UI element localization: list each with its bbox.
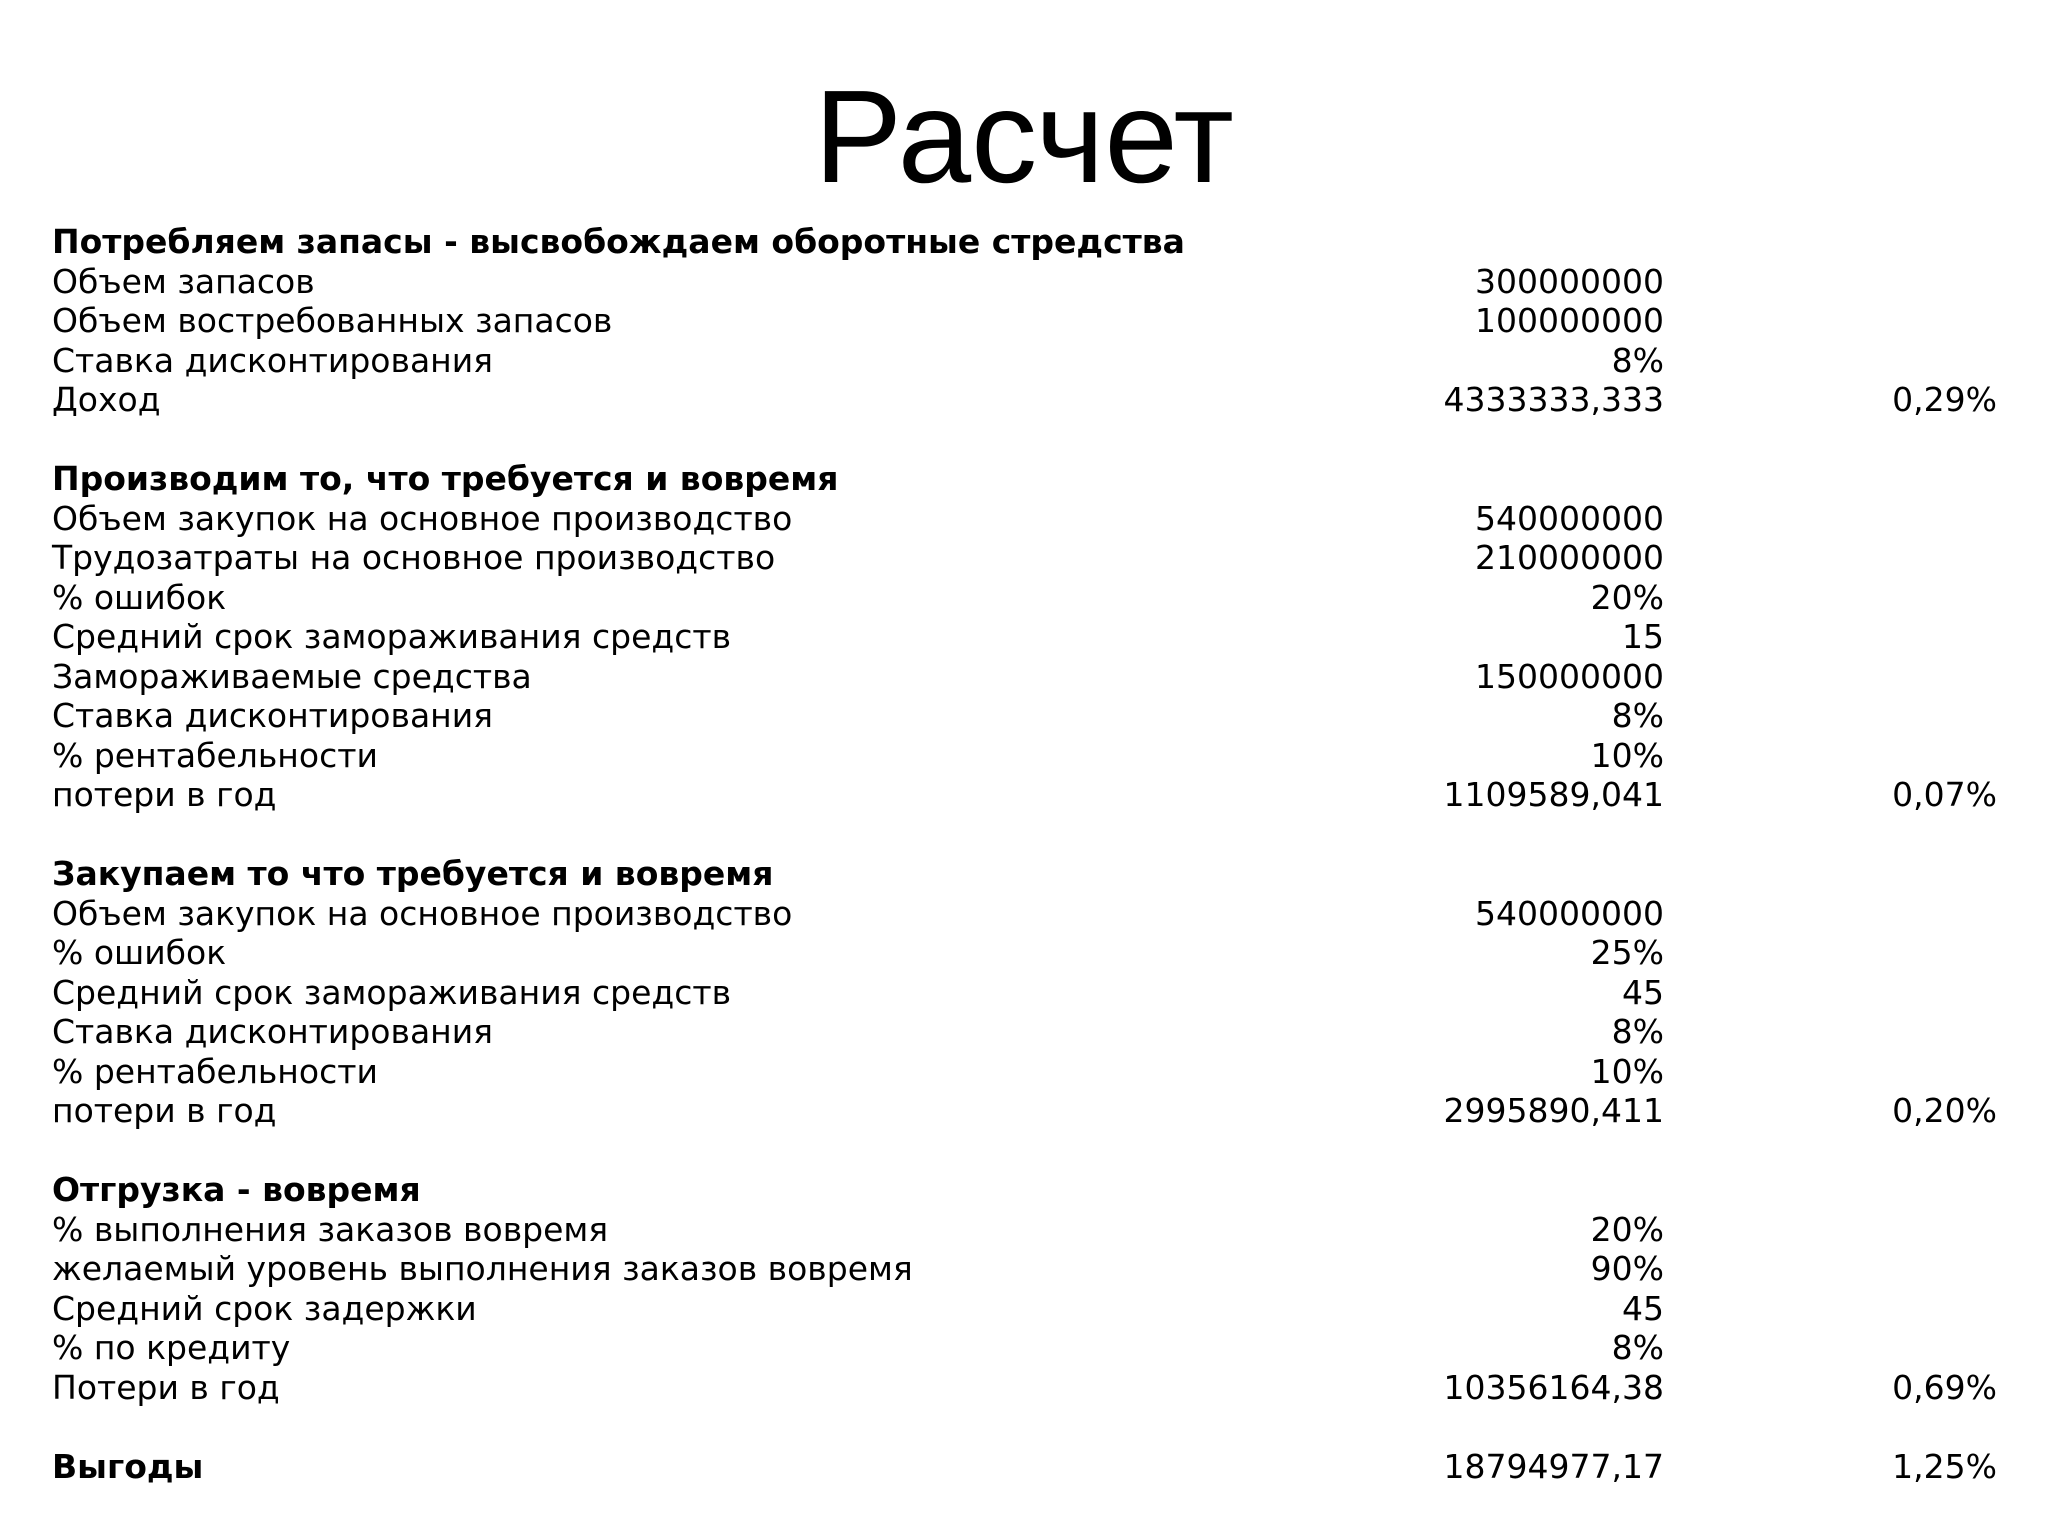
row-value: 45: [1622, 1288, 1664, 1328]
section-heading: Отгрузка - вовремя: [52, 1170, 421, 1209]
table-row: [52, 1012, 1997, 1052]
row-value: 8%: [1611, 1328, 1664, 1367]
calculation-table: [52, 222, 1997, 1486]
table-row: [52, 696, 1997, 736]
table-row: [52, 1249, 1997, 1289]
section-heading-row: [52, 854, 1997, 894]
table-row: [52, 617, 1997, 657]
row-share: 0,29%: [1892, 380, 1997, 419]
table-row: [52, 1091, 1997, 1131]
row-value: 20%: [1590, 1209, 1664, 1249]
row-value: 2995890,411: [1443, 1091, 1664, 1130]
section-production: [52, 459, 1997, 815]
total-label: Выгоды: [52, 1446, 204, 1486]
table-row: [52, 1210, 1997, 1250]
row-value: 300000000: [1475, 261, 1664, 301]
row-value: 8%: [1611, 696, 1664, 735]
table-row: [52, 933, 1997, 973]
row-label: Средний срок замораживания средств: [52, 972, 732, 1012]
row-value: 10%: [1590, 1051, 1664, 1091]
table-row: [52, 301, 1997, 341]
table-row: [52, 578, 1997, 618]
row-label: Средний срок задержки: [52, 1288, 477, 1328]
row-label: Средний срок замораживания средств: [52, 617, 732, 656]
row-label: потери в год: [52, 1091, 277, 1130]
row-value: 15: [1622, 617, 1664, 656]
section-heading: Производим то, что требуется и вовремя: [52, 459, 839, 498]
row-value: 25%: [1590, 933, 1664, 972]
section-heading-row: [52, 459, 1997, 499]
row-value: 540000000: [1475, 498, 1664, 538]
row-share: 0,07%: [1892, 775, 1997, 814]
table-row: [52, 380, 1997, 420]
row-label: Трудозатраты на основное производство: [52, 538, 776, 577]
section-heading: Потребляем запасы - высвобождаем оборотные стредства: [52, 222, 1185, 261]
row-value: 20%: [1590, 577, 1664, 617]
row-value: 1109589,041: [1443, 775, 1664, 814]
row-value: 90%: [1590, 1249, 1664, 1288]
row-value: 210000000: [1475, 538, 1664, 577]
section-inventory: [52, 222, 1997, 420]
table-row: [52, 657, 1997, 697]
row-value: 540000000: [1475, 893, 1664, 933]
section-heading-row: [52, 1170, 1997, 1210]
row-label: Объем запасов: [52, 261, 315, 301]
row-label: желаемый уровень выполнения заказов вовремя: [52, 1249, 913, 1288]
table-row: [52, 1368, 1997, 1408]
row-value: 4333333,333: [1443, 380, 1664, 419]
section-shipping: [52, 1170, 1997, 1407]
table-row: [52, 262, 1997, 302]
row-value: 10356164,38: [1443, 1367, 1664, 1407]
table-row: [52, 973, 1997, 1013]
row-label: % выполнения заказов вовремя: [52, 1209, 609, 1249]
total-value: 18794977,17: [1443, 1446, 1664, 1486]
page-title: Расчет: [814, 63, 1234, 210]
total-row: [52, 1447, 1997, 1487]
table-row: [52, 775, 1997, 815]
row-label: % рентабельности: [52, 1051, 378, 1091]
row-label: % ошибок: [52, 933, 227, 972]
section-heading: Закупаем то что требуется и вовремя: [52, 854, 774, 893]
table-row: [52, 1052, 1997, 1092]
table-row: [52, 1328, 1997, 1368]
row-value: 100000000: [1475, 301, 1664, 340]
row-label: Объем закупок на основное производство: [52, 498, 793, 538]
row-label: % ошибок: [52, 577, 227, 617]
table-row: [52, 341, 1997, 381]
table-row: [52, 1289, 1997, 1329]
row-share: 0,20%: [1892, 1091, 1997, 1130]
section-total: [52, 1447, 1997, 1487]
row-label: потери в год: [52, 775, 277, 814]
table-row: [52, 894, 1997, 934]
section-heading-row: [52, 222, 1997, 262]
row-value: 8%: [1611, 340, 1664, 380]
table-row: [52, 499, 1997, 539]
row-value: 150000000: [1475, 656, 1664, 696]
total-share: 1,25%: [1892, 1446, 1997, 1486]
row-label: Доход: [52, 380, 161, 419]
row-label: Замораживаемые средства: [52, 656, 532, 696]
row-label: Ставка дисконтирования: [52, 696, 494, 735]
table-row: [52, 736, 1997, 776]
row-label: % рентабельности: [52, 735, 378, 775]
row-label: Объем закупок на основное производство: [52, 893, 793, 933]
row-value: 8%: [1611, 1012, 1664, 1051]
row-label: Ставка дисконтирования: [52, 1012, 494, 1051]
row-label: Потери в год: [52, 1367, 280, 1407]
table-row: [52, 538, 1997, 578]
row-value: 10%: [1590, 735, 1664, 775]
row-label: % по кредиту: [52, 1328, 291, 1367]
row-value: 45: [1622, 972, 1664, 1012]
row-share: 0,69%: [1892, 1367, 1997, 1407]
row-label: Ставка дисконтирования: [52, 340, 494, 380]
row-label: Объем востребованных запасов: [52, 301, 613, 340]
section-procurement: [52, 854, 1997, 1131]
